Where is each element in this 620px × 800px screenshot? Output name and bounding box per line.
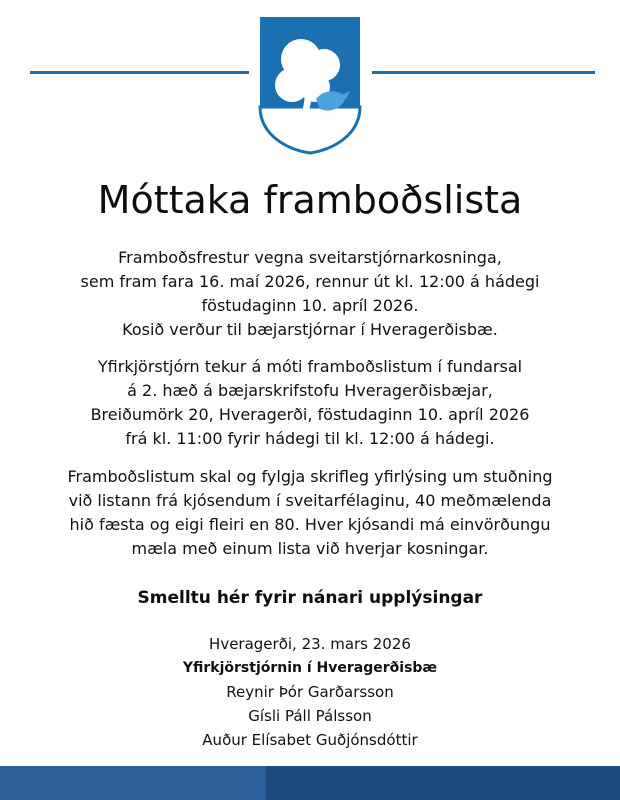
submission-paragraph — [30, 355, 590, 451]
member-name: Auður Elísabet Guðjónsdóttir — [202, 731, 418, 749]
paragraph-line: á 2. hæð á bæjarskrifstofu Hveragerðisbæjar, — [127, 381, 493, 400]
paragraph-line: Kosið verður til bæjarstjórnar í Hveragerðisbæ. — [122, 320, 498, 339]
member-name: Reynir Þór Garðarsson — [226, 683, 394, 701]
signature-block — [0, 632, 620, 752]
paragraph-line: Breiðumörk 20, Hveragerði, föstudaginn 10. apríl 2026 — [90, 405, 530, 424]
paragraph-line: mæla með einum lista við hverjar kosningar. — [131, 539, 489, 558]
place-date: Hveragerði, 23. mars 2026 — [209, 635, 411, 653]
page-title: Móttaka framboðslista — [97, 178, 523, 222]
more-info-link[interactable]: Smelltu hér fyrir nánari upplýsingar — [137, 588, 483, 608]
paragraph-line: föstudaginn 10. apríl 2026. — [201, 296, 419, 315]
paragraph-line: sem fram fara 16. maí 2026, rennur út kl. 12:00 á hádegi — [80, 272, 540, 291]
paragraph-line: hið fæsta og eigi fleiri en 80. Hver kjósandi má einvörðungu — [69, 515, 551, 534]
endorsement-paragraph — [30, 465, 590, 561]
deadline-paragraph — [30, 246, 590, 342]
paragraph-line: Framboðslistum skal og fylgja skrifleg yfirlýsing um stuðning — [67, 467, 553, 486]
header-rule-left — [30, 71, 249, 74]
header-rule-right — [372, 71, 595, 74]
paragraph-line: frá kl. 11:00 fyrir hádegi til kl. 12:00 á hádegi. — [125, 429, 495, 448]
footer-bar-left — [0, 766, 266, 800]
paragraph-line: við listann frá kjósendum í sveitarfélaginu, 40 meðmælenda — [68, 491, 552, 510]
member-name: Gísli Páll Pálsson — [248, 707, 372, 725]
paragraph-line: Framboðsfrestur vegna sveitarstjórnarkosninga, — [118, 248, 502, 267]
hveragerdi-crest-logo — [258, 15, 362, 155]
signing-body: Yfirkjörstjórnin í Hveragerðisbæ — [182, 660, 438, 676]
paragraph-line: Yfirkjörstjórn tekur á móti framboðslistum í fundarsal — [97, 357, 523, 376]
footer-bar-right — [266, 766, 620, 800]
